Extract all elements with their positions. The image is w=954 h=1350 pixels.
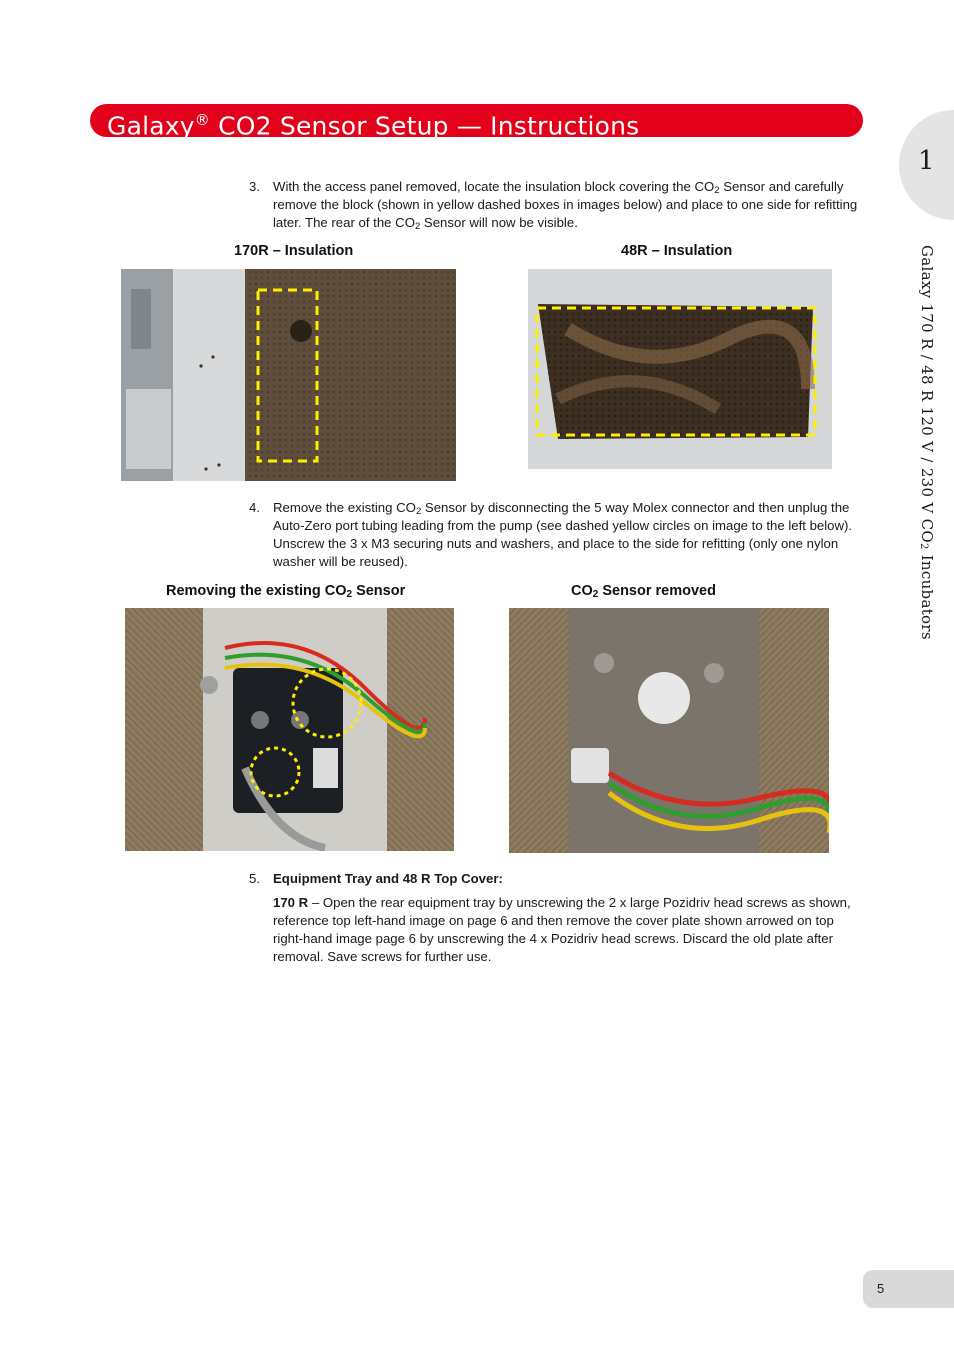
- step-3: [249, 178, 861, 232]
- photo-removing-sensor: [125, 608, 454, 851]
- page-title: Galaxy® CO2 Sensor Setup — Instructions: [107, 111, 640, 141]
- header-bar: [90, 104, 863, 141]
- step-number: 5.: [249, 871, 260, 886]
- figure-caption-sensor-removed: $CO_2$ Sensor removed: [571, 583, 716, 600]
- figure-caption-removing-sensor: Removing the existing $CO_2$ Sensor: [166, 583, 406, 600]
- side-title: Galaxy 170 R / 48 R 120 V / 230 V $CO_2$ Incubators: [918, 245, 936, 640]
- step-text: [273, 870, 861, 966]
- chapter-number: 1: [918, 146, 935, 176]
- step-5: [249, 870, 861, 966]
- figure-caption-48r: 48R – Insulation: [621, 243, 733, 259]
- step-number: 4.: [249, 500, 260, 515]
- step-paragraph: 170 R – Open the rear equipment tray by unscrewing the 2 x large Pozidriv head screws as shown, reference top left-hand image on page 6 and then remove the cover plate shown arrowed on top right-hand image page 6 by unscrewing the 4 x Pozidriv head screws. Discard the old plate after removal. Save screws for further use.: [273, 895, 851, 964]
- photo-48r-insulation: [528, 269, 832, 469]
- step-text: Remove the existing $CO_2$ Sensor by disconnecting the 5 way Molex connector and then unplug the Auto-Zero port tubing leading from the pump (see dashed yellow circles on image to the left below). Unscrew the 3 x M3 securing nuts and washers, and place to the side for refitting (only one nylon washer will be reused).: [273, 500, 853, 569]
- photo-sensor-removed: [509, 608, 829, 853]
- page-number: 5: [877, 1281, 885, 1296]
- step-text: With the access panel removed, locate the insulation block covering the $CO_2$ Sensor and carefully remove the block (shown in yellow dashed boxes in images below) and place to one side for refitting later. The rear of the $CO_2$ Sensor will now be visible.: [273, 179, 858, 232]
- step-number: 3.: [249, 179, 260, 194]
- figure-caption-170r: 170R – Insulation: [234, 243, 354, 259]
- photo-170r-insulation: [121, 269, 456, 481]
- step-4: [249, 499, 861, 571]
- step-heading: Equipment Tray and 48 R Top Cover:: [273, 871, 503, 886]
